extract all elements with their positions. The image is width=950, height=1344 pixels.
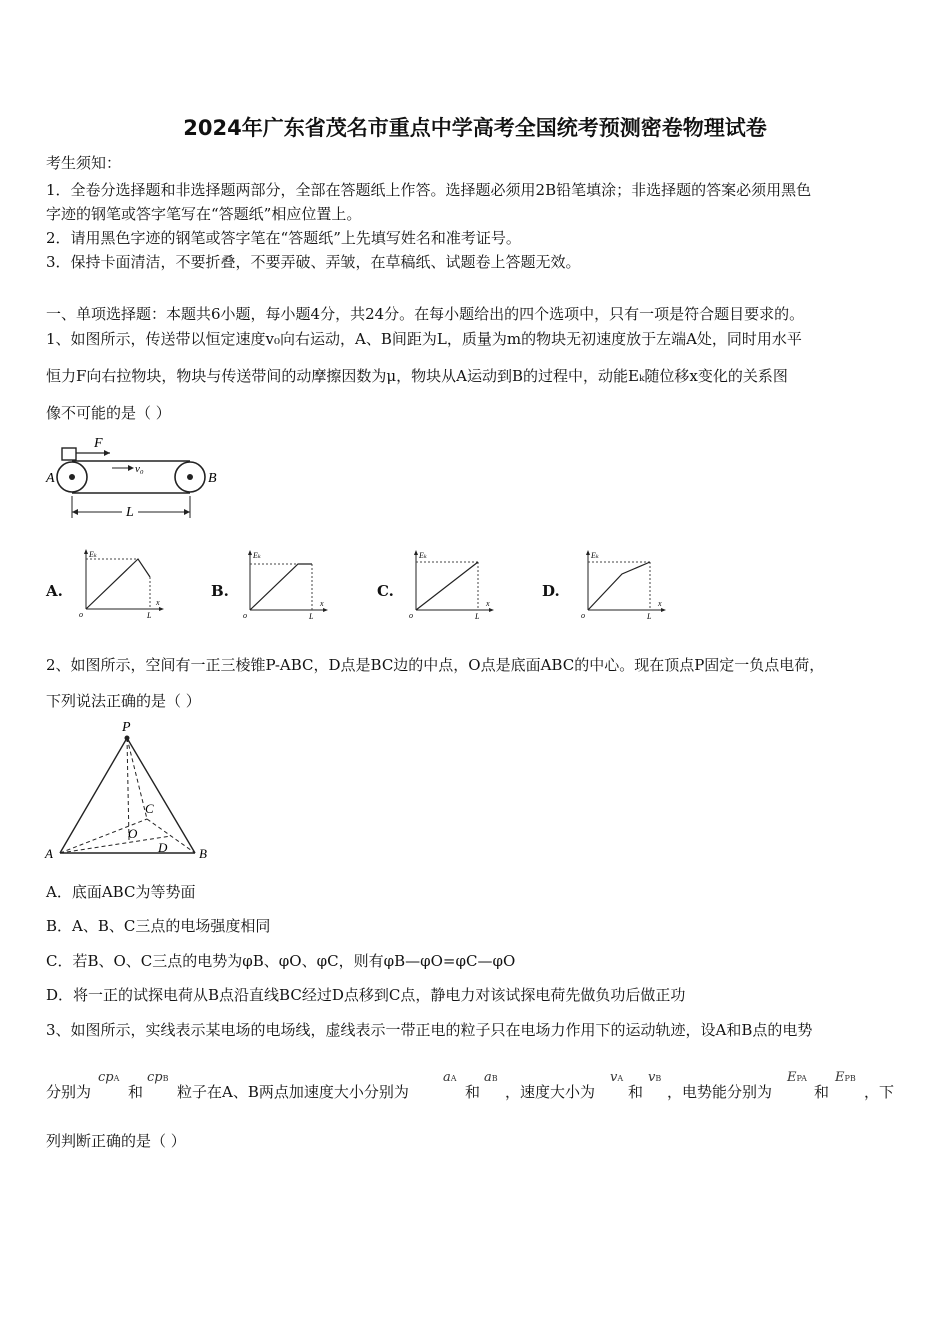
q3-text-8: 和 (814, 1083, 830, 1101)
q1-option-a[interactable]: A. (46, 582, 63, 600)
phi-a-symbol: cpA (98, 1070, 120, 1085)
force-label: F (94, 436, 103, 451)
q3-text-7: ，电势能分别为 (667, 1083, 773, 1101)
svg-text:x: x (486, 599, 490, 608)
svg-text:D: D (158, 840, 168, 855)
point-b-label: B (208, 471, 217, 486)
velocity-label: v₀ (135, 463, 144, 475)
svg-text:C: C (145, 801, 154, 816)
q3-text-5: ，速度大小为 (505, 1083, 596, 1101)
q3-text-2: 和 (128, 1083, 144, 1101)
q2-line-1: 2、如图所示，空间有一正三棱锥P-ABC，D点是BC边的中点，O点是底面ABC的中心。现在顶点P固定一负点电荷， (46, 656, 825, 674)
svg-text:L: L (647, 612, 652, 620)
length-label: L (126, 505, 134, 520)
svg-text:o: o (243, 611, 247, 620)
q2-option-d[interactable]: D．将一正的试探电荷从B点沿直线BC经过D点移到C点，静电力对该试探电荷先做负功后做正功 (46, 986, 686, 1004)
q3-text-4: 和 (465, 1083, 481, 1101)
q1-graph-a (76, 547, 168, 619)
q1-option-c[interactable]: C. (377, 582, 394, 600)
notice-line-2: 2．请用黑色字迹的钢笔或答字笔在“答题纸”上先填写姓名和准考证号。 (46, 229, 521, 247)
svg-text:L: L (309, 612, 314, 620)
block-shape (62, 448, 76, 460)
svg-text:P: P (122, 720, 131, 735)
notice-heading: 考生须知： (46, 154, 122, 172)
q3-text-6: 和 (628, 1083, 644, 1101)
v-b-symbol: vB (648, 1070, 662, 1085)
q2-line-2: 下列说法正确的是（ ） (46, 692, 201, 710)
svg-text:L: L (475, 612, 480, 620)
svg-text:Eₖ: Eₖ (591, 551, 599, 560)
svg-text:o: o (79, 610, 83, 619)
svg-text:x: x (156, 598, 160, 607)
ek-curve (588, 562, 650, 610)
q1-line-3: 像不可能的是（ ） (46, 404, 171, 422)
q1-line-1: 1、如图所示，传送带以恒定速度v₀向右运动，A、B间距为L，质量为m的物块无初速度放于左端A处，同时用水平 (46, 330, 802, 348)
q3-text-9: ，下 (864, 1083, 895, 1101)
notice-line-1-cont: 字迹的钢笔或答字笔写在“答题纸”相应位置上。 (46, 205, 362, 223)
svg-text:x: x (658, 599, 662, 608)
svg-text:A: A (45, 846, 53, 861)
q1-option-d[interactable]: D. (542, 582, 560, 600)
q3-text-3: 粒子在A、B两点加速度大小分别为 (177, 1083, 409, 1101)
page-title: 2024年广东省茂名市重点中学高考全国统考预测密卷物理试卷 (183, 116, 767, 140)
a-a-symbol: aA (443, 1070, 457, 1085)
svg-text:o: o (581, 611, 585, 620)
svg-text:Eₖ: Eₖ (419, 551, 427, 560)
q1-graph-d (578, 548, 670, 620)
svg-text:L: L (147, 611, 152, 619)
q2-option-c[interactable]: C．若B、O、C三点的电势为φB、φO、φC，则有φB—φO=φC—φO (46, 952, 516, 970)
q2-option-b[interactable]: B．A、B、C三点的电场强度相同 (46, 917, 271, 935)
notice-line-1: 1．全卷分选择题和非选择题两部分，全部在答题纸上作答。选择题必须用2B铅笔填涂；非选择题的答案必须用黑色 (46, 181, 812, 199)
svg-text:Eₖ: Eₖ (89, 550, 97, 559)
notice-line-3: 3．保持卡面清洁，不要折叠，不要弄破、弄皱，在草稿纸、试题卷上答题无效。 (46, 253, 581, 271)
svg-text:o: o (409, 611, 413, 620)
epb-symbol: EPB (835, 1070, 856, 1085)
svg-text:B: B (199, 846, 207, 861)
conveyor-diagram (42, 432, 232, 522)
a-b-symbol: aB (484, 1070, 498, 1085)
q1-option-b[interactable]: B. (211, 582, 229, 600)
q1-line-2: 恒力F向右拉物块，物块与传送带间的动摩擦因数为μ，物块从A运动到B的过程中，动能Eₖ随位移x变化的关系图 (46, 367, 788, 385)
svg-text:O: O (128, 826, 138, 841)
q1-graph-b (240, 548, 332, 620)
v-a-symbol: vA (610, 1070, 624, 1085)
epa-symbol: EPA (787, 1070, 807, 1085)
q1-graph-c (406, 548, 498, 620)
pyramid-diagram (42, 716, 217, 864)
point-a-label: A (46, 471, 55, 486)
section-heading: 一、单项选择题：本题共6小题，每小题4分，共24分。在每小题给出的四个选项中，只有一项是符合题目要求的。 (46, 305, 805, 323)
q3-line-3: 列判断正确的是（ ） (46, 1132, 186, 1150)
q3-text-1: 分别为 (46, 1083, 92, 1101)
ek-curve (250, 564, 312, 610)
phi-b-symbol: cpB (147, 1070, 169, 1085)
ek-curve (86, 559, 150, 609)
q2-option-a[interactable]: A．底面ABC为等势面 (46, 883, 196, 901)
svg-text:Eₖ: Eₖ (253, 551, 261, 560)
ek-curve (416, 562, 478, 610)
q3-line-1: 3、如图所示，实线表示某电场的电场线，虚线表示一带正电的粒子只在电场力作用下的运动轨迹，设A和B点的电势 (46, 1021, 813, 1039)
svg-text:x: x (320, 599, 324, 608)
